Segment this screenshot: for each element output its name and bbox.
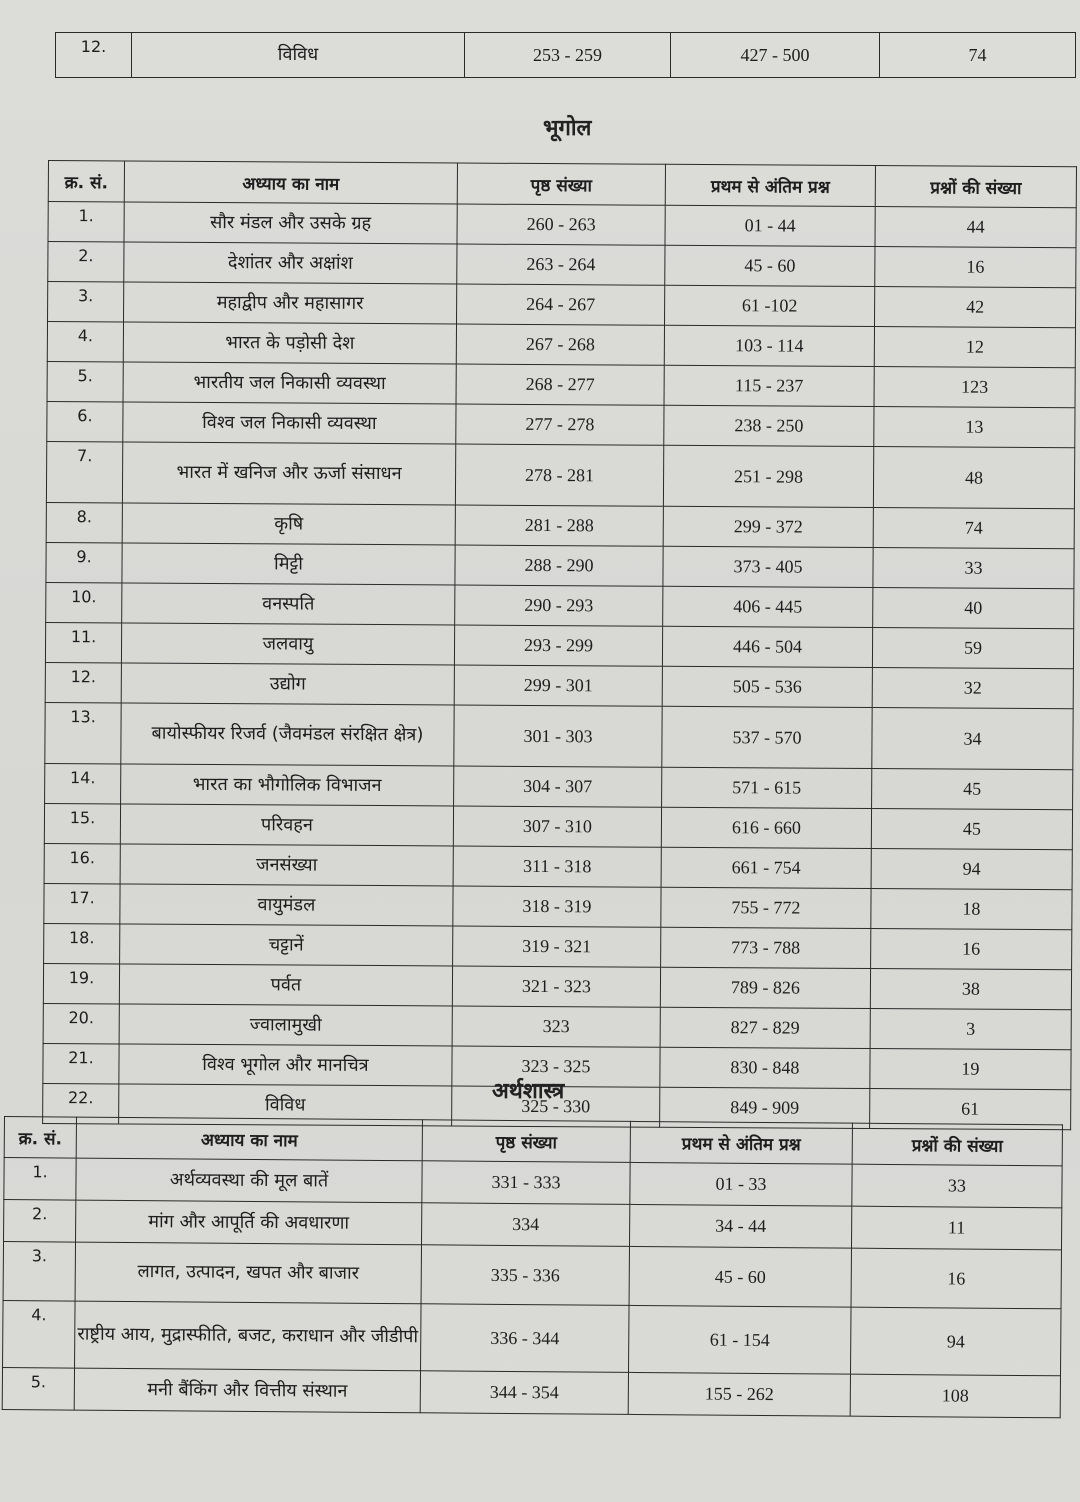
question-range-cell: 755 - 772: [661, 887, 871, 928]
serial-number-cell: 12.: [45, 662, 121, 702]
economics-rows: [2, 1158, 1062, 1418]
serial-number-cell: 13.: [45, 702, 121, 763]
serial-number-cell: 16.: [44, 843, 120, 883]
table-row: [48, 282, 1076, 328]
serial-number-cell: 5.: [2, 1367, 74, 1410]
question-range-cell: 61 -102: [665, 285, 875, 326]
chapter-name-cell: चट्टानें: [120, 924, 453, 966]
question-range-cell: 251 - 298: [663, 445, 873, 507]
question-count-cell: 61: [870, 1089, 1071, 1130]
question-count-cell: 13: [874, 407, 1075, 448]
serial-number-cell: 21.: [43, 1043, 119, 1083]
page-range-cell: 293 - 299: [454, 625, 662, 666]
question-range-cell: 616 - 660: [661, 807, 871, 848]
page-range-cell: 325 - 330: [452, 1086, 660, 1127]
question-range-cell: 373 - 405: [663, 546, 873, 587]
table-row: [2, 1367, 1060, 1417]
geography-table: [42, 160, 1077, 1130]
page-range-cell: 299 - 301: [454, 665, 662, 706]
question-count-cell: 18: [871, 889, 1072, 930]
question-range-cell: 571 - 615: [662, 767, 872, 808]
serial-number-cell: 7.: [46, 441, 122, 502]
header-serial-number: क्र. सं.: [48, 161, 124, 202]
chapter-name-cell: जनसंख्या: [120, 844, 453, 886]
header-first-to-last-question: प्रथम से अंतिम प्रश्न: [665, 164, 875, 206]
question-count-cell: 59: [872, 628, 1073, 669]
table-row: [47, 322, 1075, 368]
serial-number-cell: 10.: [46, 582, 122, 622]
question-count-cell: 33: [852, 1164, 1062, 1208]
chapter-name-cell: जलवायु: [121, 623, 454, 665]
page-range-cell: 263 - 264: [457, 244, 665, 285]
question-count-cell: 48: [873, 447, 1074, 509]
question-range-cell: 446 - 504: [662, 626, 872, 667]
question-range-cell: 45 - 60: [629, 1246, 851, 1307]
serial-number-cell: 4.: [3, 1300, 76, 1368]
question-range-cell: 238 - 250: [664, 405, 874, 446]
page-range-cell: 264 - 267: [457, 284, 665, 325]
chapter-name-cell: विश्व भूगोल और मानचित्र: [119, 1044, 452, 1086]
table-row: [47, 361, 1075, 407]
serial-number-cell: 19.: [43, 963, 119, 1003]
serial-number-cell: 2.: [48, 242, 124, 282]
question-range-cell: 01 - 33: [630, 1162, 852, 1206]
chapter-name-cell: भारतीय जल निकासी व्यवस्था: [123, 362, 456, 404]
page-range-cell: 288 - 290: [455, 545, 663, 586]
page-range-cell: 321 - 323: [452, 966, 660, 1007]
header-serial-number: क्र. सं.: [4, 1117, 76, 1159]
question-range-cell: 849 - 909: [660, 1087, 870, 1128]
question-count-cell: 108: [850, 1374, 1060, 1418]
page-range-cell: 318 - 319: [453, 886, 661, 927]
table-row: [47, 401, 1075, 447]
chapter-name-cell: भारत का भौगोलिक विभाजन: [121, 764, 454, 806]
table-row: [45, 662, 1073, 708]
page-range-cell: 323: [452, 1006, 660, 1047]
page-range-cell: 304 - 307: [454, 766, 662, 807]
page-range-cell: 268 - 277: [456, 364, 664, 405]
question-range-cell: 827 - 829: [660, 1007, 870, 1048]
serial-number-cell: 6.: [47, 401, 123, 441]
chapter-name-cell: वनस्पति: [122, 583, 455, 625]
geography-header-row: [48, 161, 1076, 208]
header-page-number: पृष्ठ संख्या: [457, 163, 665, 205]
chapter-name-cell: परिवहन: [120, 804, 453, 846]
chapter-name-cell: राष्ट्रीय आय, मुद्रास्फीति, बजट, कराधान और जीडीपी: [75, 1301, 422, 1371]
table-row: [44, 883, 1072, 929]
serial-number-cell: 1.: [4, 1158, 76, 1201]
table-row: [43, 1003, 1071, 1049]
table-row: [44, 803, 1072, 849]
geography-section-title: भूगोल: [543, 116, 592, 141]
table-row: [56, 33, 1076, 78]
page-range-cell: 334: [422, 1203, 630, 1247]
question-count-cell: 94: [850, 1307, 1061, 1376]
page-range-cell: 331 - 333: [422, 1161, 630, 1205]
page-range-cell: 267 - 268: [456, 324, 664, 365]
question-count-cell: 33: [873, 548, 1074, 589]
question-count-cell: 32: [872, 668, 1073, 709]
page-range-cell: 319 - 321: [453, 926, 661, 967]
header-page-number: पृष्ठ संख्या: [422, 1120, 630, 1163]
question-range-cell: 830 - 848: [660, 1047, 870, 1088]
previous-section-table: [55, 32, 1076, 78]
serial-number-cell: 9.: [46, 542, 122, 582]
serial-number-cell: 3.: [3, 1242, 75, 1302]
serial-number-cell: 11.: [45, 622, 121, 662]
serial-number-cell: 2.: [4, 1200, 76, 1243]
table-row: [3, 1300, 1061, 1375]
table-row: [45, 702, 1073, 769]
table-row: [46, 582, 1074, 628]
page-range-cell: 278 - 281: [455, 444, 663, 506]
chapter-name-cell: विविध: [132, 33, 465, 78]
page-range-cell: 311 - 318: [453, 846, 661, 887]
table-row: [46, 441, 1074, 508]
question-range-cell: 299 - 372: [663, 506, 873, 547]
header-chapter-name: अध्याय का नाम: [124, 161, 457, 204]
serial-number-cell: 14.: [45, 763, 121, 803]
question-count-cell: 40: [873, 588, 1074, 629]
question-range-cell: 537 - 570: [662, 706, 872, 768]
question-range-cell: 34 - 44: [629, 1204, 851, 1248]
table-row: [48, 242, 1076, 288]
question-range-cell: 406 - 445: [663, 586, 873, 627]
question-count-cell: 16: [851, 1248, 1061, 1309]
page-range-cell: 307 - 310: [453, 806, 661, 847]
question-range-cell: 155 - 262: [628, 1372, 850, 1416]
header-chapter-name: अध्याय का नाम: [76, 1117, 422, 1161]
chapter-name-cell: पर्वत: [119, 964, 452, 1006]
chapter-name-cell: कृषि: [122, 503, 455, 545]
chapter-name-cell: भारत में खनिज और ऊर्जा संसाधन: [122, 442, 455, 505]
page-range-cell: 301 - 303: [454, 705, 662, 767]
serial-number-cell: 4.: [47, 322, 123, 362]
page-range-cell: 336 - 344: [421, 1304, 630, 1373]
page-range-cell: 344 - 354: [420, 1371, 628, 1415]
question-count-cell: 3: [870, 1009, 1071, 1050]
question-range-cell: 45 - 60: [665, 245, 875, 286]
table-row: [44, 923, 1072, 969]
question-range-cell: 661 - 754: [661, 847, 871, 888]
table-row: [45, 763, 1073, 809]
chapter-name-cell: विविध: [119, 1084, 452, 1126]
chapter-name-cell: सौर मंडल और उसके ग्रह: [124, 202, 457, 244]
question-count-cell: 16: [871, 929, 1072, 970]
table-row: [46, 542, 1074, 588]
table-row: [48, 202, 1076, 248]
question-range-cell: 789 - 826: [660, 967, 870, 1008]
chapter-name-cell: महाद्वीप और महासागर: [124, 282, 457, 324]
serial-number-cell: 18.: [44, 923, 120, 963]
question-count-cell: 19: [870, 1049, 1071, 1090]
chapter-name-cell: मांग और आपूर्ति की अवधारणा: [76, 1200, 422, 1245]
chapter-name-cell: मनी बैंकिंग और वित्तीय संस्थान: [74, 1368, 420, 1413]
page-range-cell: 335 - 336: [421, 1245, 629, 1306]
question-count-cell: 45: [872, 769, 1073, 810]
question-range-cell: 773 - 788: [661, 927, 871, 968]
question-count-cell: 11: [851, 1206, 1061, 1250]
page-range-cell: 260 - 263: [457, 204, 665, 245]
question-count-cell: 74: [873, 508, 1074, 549]
question-count-cell: 123: [874, 367, 1075, 408]
question-count-cell: 44: [875, 207, 1076, 248]
table-row: [46, 502, 1074, 548]
table-row: [44, 843, 1072, 889]
page-range-cell: 290 - 293: [455, 585, 663, 626]
question-count-cell: 74: [880, 33, 1076, 78]
economics-table: [2, 1116, 1063, 1418]
serial-number-cell: 15.: [44, 803, 120, 843]
economics-section-title: अर्थशास्त्र: [492, 1079, 565, 1104]
chapter-name-cell: विश्व जल निकासी व्यवस्था: [123, 402, 456, 444]
page-range-cell: 277 - 278: [456, 404, 664, 445]
header-first-to-last-question: प्रथम से अंतिम प्रश्न: [630, 1121, 852, 1164]
serial-number-cell: 3.: [48, 282, 124, 322]
serial-number-cell: 17.: [44, 883, 120, 923]
table-row: [3, 1242, 1061, 1309]
table-row: [43, 963, 1071, 1009]
question-count-cell: 94: [871, 849, 1072, 890]
question-count-cell: 38: [870, 969, 1071, 1010]
chapter-name-cell: बायोस्फीयर रिजर्व (जैवमंडल संरक्षित क्षेत्र): [121, 703, 454, 766]
serial-number-cell: 20.: [43, 1003, 119, 1043]
question-count-cell: 42: [874, 287, 1075, 328]
chapter-name-cell: वायुमंडल: [120, 884, 453, 926]
chapter-name-cell: उद्योग: [121, 663, 454, 705]
chapter-name-cell: मिट्टी: [122, 543, 455, 585]
question-range-cell: 01 - 44: [665, 205, 875, 246]
table-row: [45, 622, 1073, 668]
chapter-name-cell: लागत, उत्पादन, खपत और बाजार: [75, 1242, 421, 1304]
serial-number-cell: 1.: [48, 202, 124, 242]
serial-number-cell: 8.: [46, 502, 122, 542]
page-range-cell: 253 - 259: [465, 33, 671, 78]
geography-rows: [43, 202, 1077, 1130]
question-range-cell: 505 - 536: [662, 666, 872, 707]
chapter-name-cell: भारत के पड़ोसी देश: [123, 322, 456, 364]
header-question-count: प्रश्नों की संख्या: [875, 166, 1076, 208]
question-count-cell: 12: [874, 327, 1075, 368]
question-range-cell: 103 - 114: [664, 325, 874, 366]
question-count-cell: 16: [875, 247, 1076, 288]
serial-number-cell: 12.: [56, 33, 132, 78]
page-range-cell: 323 - 325: [452, 1046, 660, 1087]
header-question-count: प्रश्नों की संख्या: [852, 1123, 1062, 1166]
question-range-cell: 427 - 500: [671, 33, 880, 78]
question-count-cell: 45: [871, 809, 1072, 850]
chapter-name-cell: ज्वालामुखी: [119, 1004, 452, 1046]
previous-section-rows: [56, 33, 1076, 78]
chapter-name-cell: अर्थव्यवस्था की मूल बातें: [76, 1158, 422, 1203]
page-range-cell: 281 - 288: [455, 505, 663, 546]
question-count-cell: 34: [872, 708, 1073, 770]
question-range-cell: 115 - 237: [664, 365, 874, 406]
chapter-name-cell: देशांतर और अक्षांश: [124, 242, 457, 284]
question-range-cell: 61 - 154: [629, 1305, 852, 1374]
serial-number-cell: 22.: [43, 1083, 119, 1123]
serial-number-cell: 5.: [47, 361, 123, 401]
